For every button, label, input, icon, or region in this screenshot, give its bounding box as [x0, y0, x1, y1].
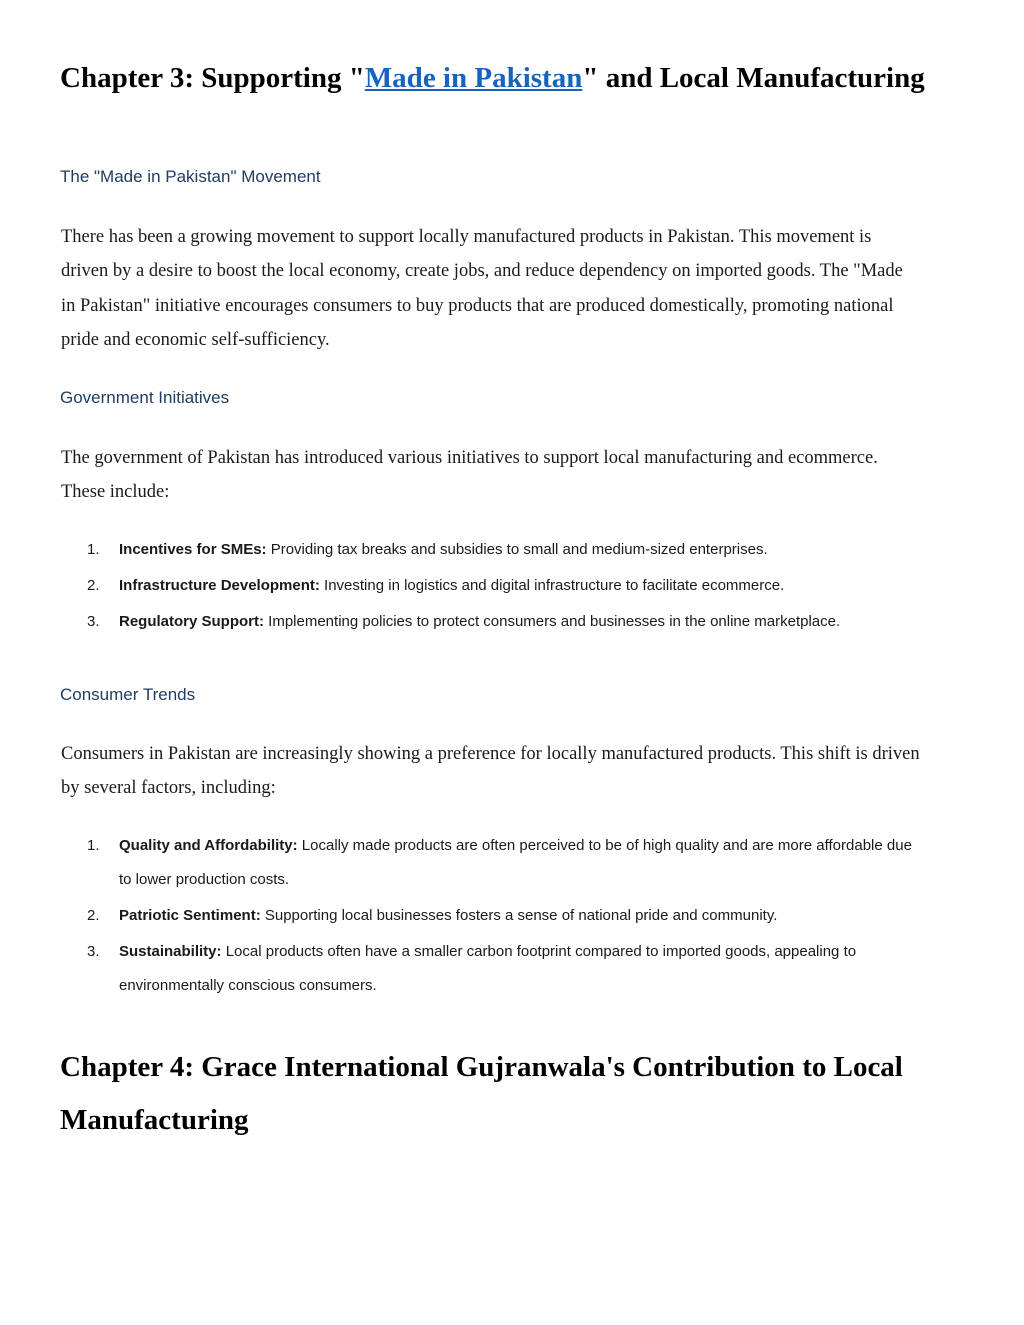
list-item-label: Quality and Affordability:	[119, 837, 298, 854]
list-item	[87, 605, 917, 639]
list-number: 2.	[87, 907, 100, 924]
list-number: 3.	[87, 943, 100, 960]
list-item-text: Providing tax breaks and subsidies to small and medium-sized enterprises.	[266, 541, 768, 558]
list-item	[87, 533, 917, 567]
chapter-3-title	[60, 59, 940, 97]
chapter-4-title: Chapter 4: Grace International Gujranwala's Contribution to Local Manufacturing	[60, 1051, 903, 1136]
list-number: 2.	[87, 577, 100, 594]
list-item-label: Regulatory Support:	[119, 613, 264, 630]
made-in-pakistan-link[interactable]: Made in Pakistan	[364, 62, 583, 94]
consumer-trends-paragraph: Consumers in Pakistan are increasingly showing a preference for locally manufactured products. This shift is driven by several factors, including:	[61, 744, 920, 799]
list-item-text: Locally made products are often perceived to be of high quality and are more affordable due to lower production costs.	[119, 837, 912, 888]
list-item-label: Sustainability:	[119, 943, 222, 960]
list-item	[87, 829, 917, 897]
list-item-text: Local products often have a smaller carbon footprint compared to imported goods, appealing to environmentally conscious consumers.	[119, 943, 857, 994]
list-item-text: Implementing policies to protect consumers and businesses in the online marketplace.	[264, 613, 841, 630]
list-item-text: Supporting local businesses fosters a sense of national pride and community.	[260, 907, 778, 924]
government-heading: Government Initiatives	[60, 388, 230, 407]
chapter-3-title-suffix: " and Local Manufacturing	[582, 62, 925, 94]
consumer-trends-heading: Consumer Trends	[60, 685, 196, 704]
government-initiatives-list	[87, 533, 917, 641]
list-item	[87, 569, 917, 603]
list-number: 1.	[87, 541, 100, 558]
list-item	[87, 899, 917, 933]
list-item-label: Patriotic Sentiment:	[119, 907, 261, 924]
consumer-factors-list	[87, 829, 917, 1005]
list-number: 3.	[87, 613, 100, 630]
movement-paragraph: There has been a growing movement to support locally manufactured products in Pakistan. This movement is driven by a desire to boost the local economy, create jobs, and reduce dependency on imported goods. The "Made in Pakistan" initiative encourages consumers to buy products that are produced domestically, promoting national pride and economic self-sufficiency.	[61, 227, 903, 350]
list-item-label: Infrastructure Development:	[119, 577, 320, 594]
list-number: 1.	[87, 837, 100, 854]
list-item-label: Incentives for SMEs:	[119, 541, 267, 558]
chapter-3-title-prefix: Chapter 3: Supporting "	[60, 62, 365, 94]
movement-heading: The "Made in Pakistan" Movement	[60, 167, 321, 186]
list-item-text: Investing in logistics and digital infrastructure to facilitate ecommerce.	[319, 577, 785, 594]
government-paragraph: The government of Pakistan has introduced various initiatives to support local manufacturing and ecommerce. These include:	[61, 448, 878, 503]
list-item	[87, 935, 917, 1003]
